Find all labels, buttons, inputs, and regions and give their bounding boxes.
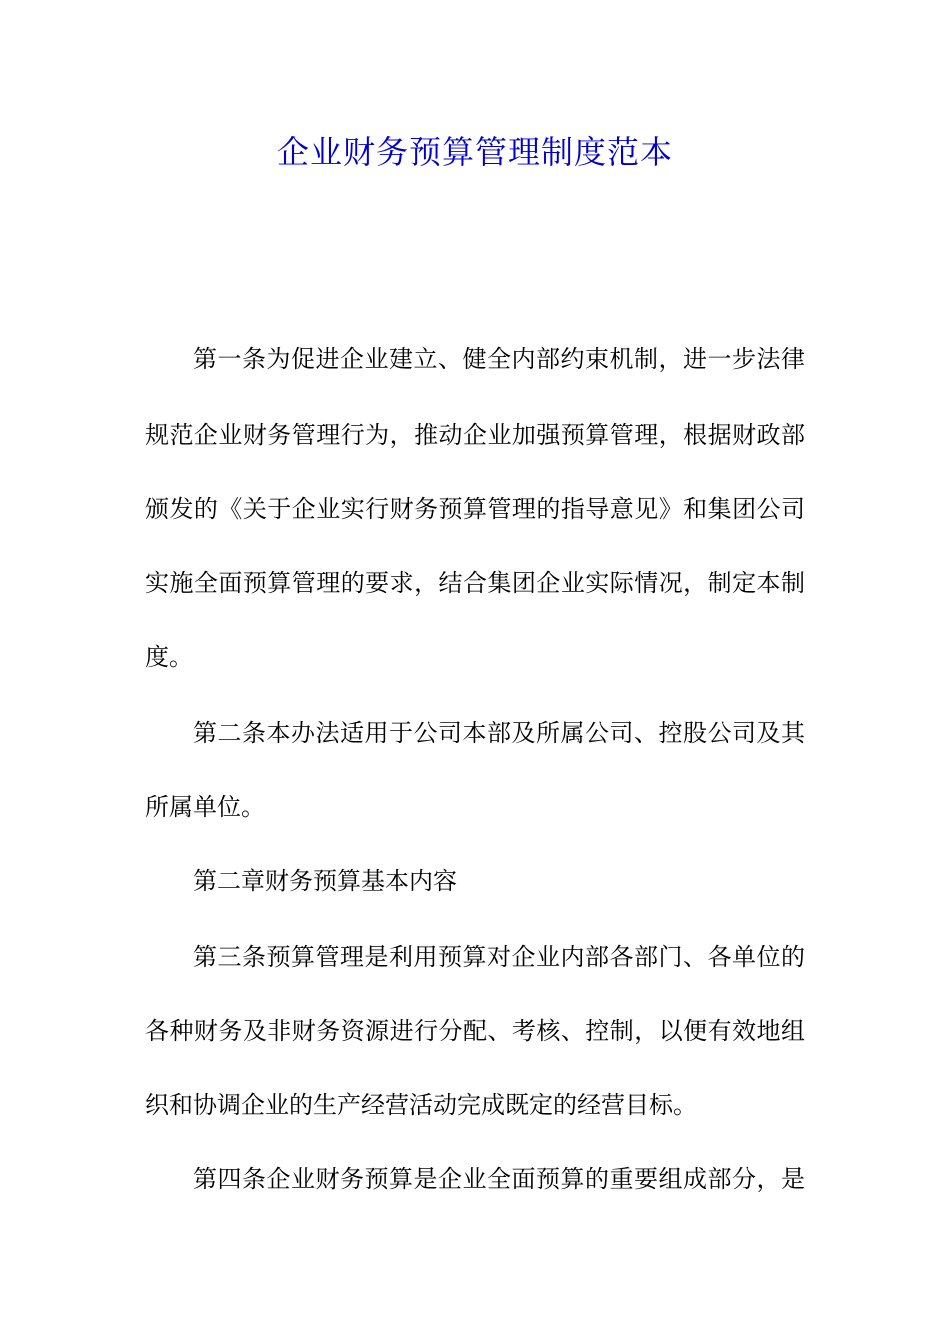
text-line: 实施全面预算管理的要求，结合集团企业实际情况，制定本制 [145, 569, 805, 597]
text-line: 各种财务及非财务资源进行分配、考核、控制，以便有效地组 [145, 1017, 805, 1045]
text-line: 所属单位。 [145, 793, 265, 821]
text-line: 第四条企业财务预算是企业全面预算的重要组成部分，是 [193, 1165, 805, 1193]
text-line: 度。 [145, 643, 193, 671]
text-line: 织和协调企业的生产经营活动完成既定的经营目标。 [145, 1091, 697, 1119]
text-line: 第二条本办法适用于公司本部及所属公司、控股公司及其 [193, 719, 805, 747]
text-line: 规范企业财务管理行为，推动企业加强预算管理，根据财政部 [145, 421, 805, 449]
text-line: 第三条预算管理是利用预算对企业内部各部门、各单位的 [193, 943, 805, 971]
document-title: 企业财务预算管理制度范本 [276, 133, 673, 171]
text-line: 第一条为促进企业建立、健全内部约束机制，进一步法律 [193, 345, 805, 373]
chapter-heading: 第二章财务预算基本内容 [193, 867, 457, 895]
text-line: 颁发的《关于企业实行财务预算管理的指导意见》和集团公司 [145, 495, 805, 523]
